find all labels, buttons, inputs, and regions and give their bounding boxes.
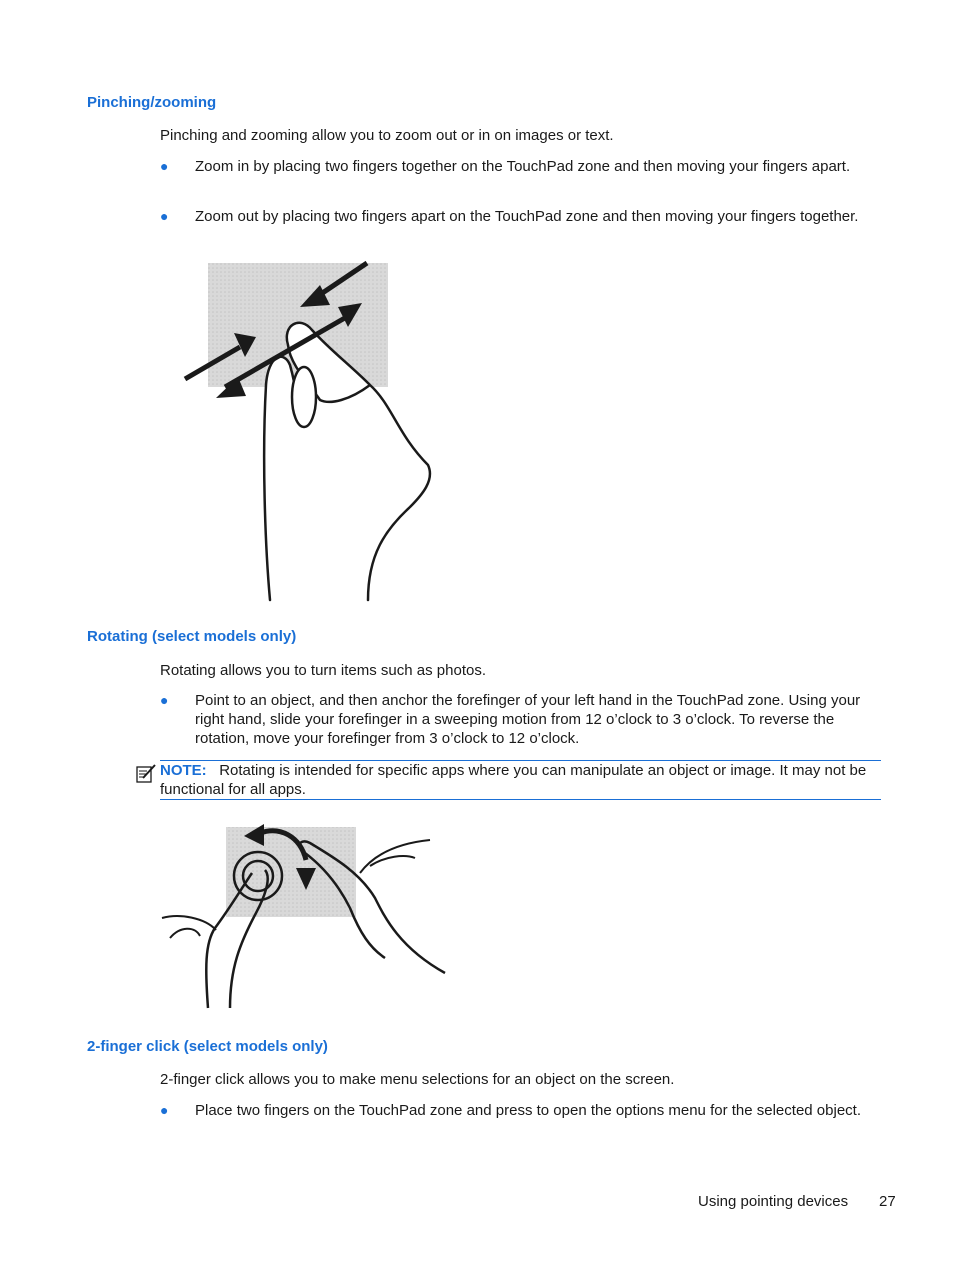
intro-pinching: Pinching and zooming allow you to zoom out or in on images or text.	[160, 127, 614, 144]
bullet-dot-icon: ●	[160, 1102, 169, 1118]
footer-page-number: 27	[879, 1193, 896, 1210]
touchpad-zone	[226, 827, 356, 917]
list-item-text: Point to an object, and then anchor the forefinger of your left hand in the TouchPad zone. Using your right hand, slide your forefinger in a sweeping motion from 12 o’clock to 3 o’clock. To reverse the rotation, move your forefinger from 3 o’clock to 12 o’clock.	[195, 692, 861, 747]
list-item	[160, 691, 880, 749]
intro-rotating: Rotating allows you to turn items such as photos.	[160, 662, 487, 679]
list-item	[160, 1101, 880, 1141]
note-label: NOTE:	[160, 762, 207, 779]
footer-section-title: Using pointing devices	[698, 1193, 849, 1210]
heading-pinching-zooming: Pinching/zooming	[87, 94, 217, 111]
note-text: Rotating is intended for specific apps where you can manipulate an object or image. It may not be functional for all apps.	[160, 762, 867, 798]
list-item-text: Place two fingers on the TouchPad zone and press to open the options menu for the selected object.	[195, 1102, 861, 1119]
list-item-text: Zoom out by placing two fingers apart on the TouchPad zone and then moving your fingers together.	[195, 208, 859, 225]
list-item	[160, 157, 880, 197]
intro-2-finger-click: 2-finger click allows you to make menu selections for an object on the screen.	[160, 1071, 675, 1088]
note-box	[160, 760, 881, 800]
list-item	[160, 207, 880, 247]
pinch-zoom-illustration	[180, 255, 440, 605]
note-pencil-icon	[135, 762, 157, 784]
list-item-text: Zoom in by placing two fingers together on the TouchPad zone and then moving your fingers apart.	[195, 158, 851, 175]
heading-rotating: Rotating (select models only)	[87, 628, 297, 645]
bullet-dot-icon: ●	[160, 692, 169, 708]
bullet-dot-icon: ●	[160, 208, 169, 224]
bullet-dot-icon: ●	[160, 158, 169, 174]
heading-2-finger-click: 2-finger click (select models only)	[87, 1038, 328, 1055]
rotate-illustration	[160, 818, 460, 1013]
